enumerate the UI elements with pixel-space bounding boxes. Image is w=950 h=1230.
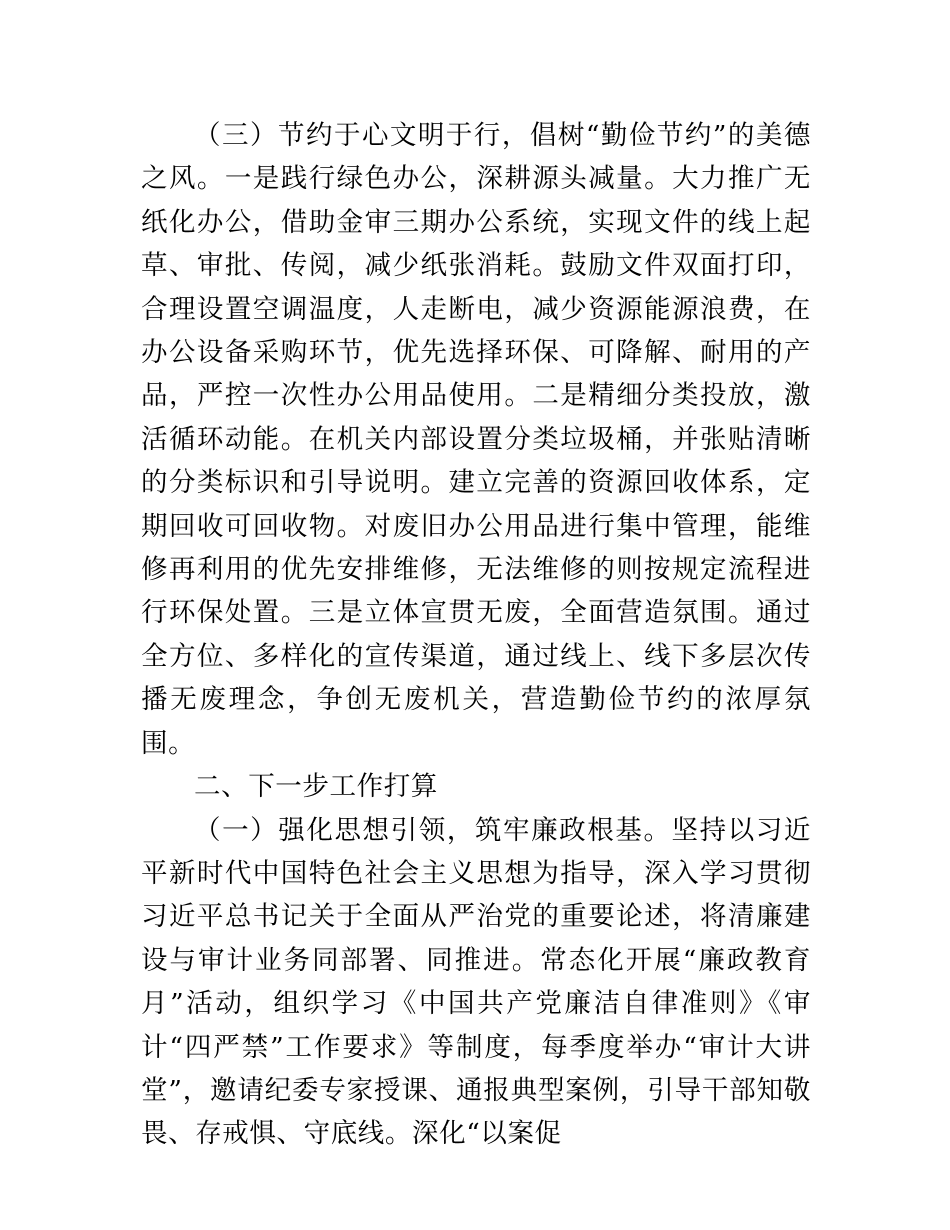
paragraph-section-3-thrift: （三）节约于心文明于行，倡树“勤俭节约”的美德之风。一是践行绿色办公，深耕源头减量。大力推广无纸化办公，借助金审三期办公系统，实现文件的线上起草、审批、传阅，减少纸张消耗。鼓励文件双面打印，合理设置空调温度，人走断电，减少资源能源浪费，在办公设备采购环节，优先选择环保、可降解、耐用的产品，严控一次性办公用品使用。二是精细分类投放，激活循环动能。在机关内部设置分类垃圾桶，并张贴清晰的分类标识和引导说明。建立完善的资源回收体系，定期回收可回收物。对废旧办公用品进行集中管理，能维修再利用的优先安排维修，无法维修的则按规定流程进行环保处置。三是立体宣贯无废，全面营造氛围。通过全方位、多样化的宣传渠道，通过线上、线下多层次传播无废理念，争创无废机关，营造勤俭节约的浓厚氛围。: [141, 120, 811, 759]
heading-next-steps: 二、下一步工作打算: [194, 771, 438, 803]
document-body: [141, 114, 811, 1156]
paragraph-subsection-1-ideology: （一）强化思想引领，筑牢廉政根基。坚持以习近平新时代中国特色社会主义思想为指导，深入学习贯彻习近平总书记关于全面从严治党的重要论述，将清廉建设与审计业务同部署、同推进。常态化开展“廉政教育月”活动，组织学习《中国共产党廉洁自律准则》《审计“四严禁”工作要求》等制度，每季度举办“审计大讲堂”，邀请纪委专家授课、通报典型案例，引导干部知敬畏、存戒惧、守底线。深化“以案促: [141, 814, 811, 1150]
